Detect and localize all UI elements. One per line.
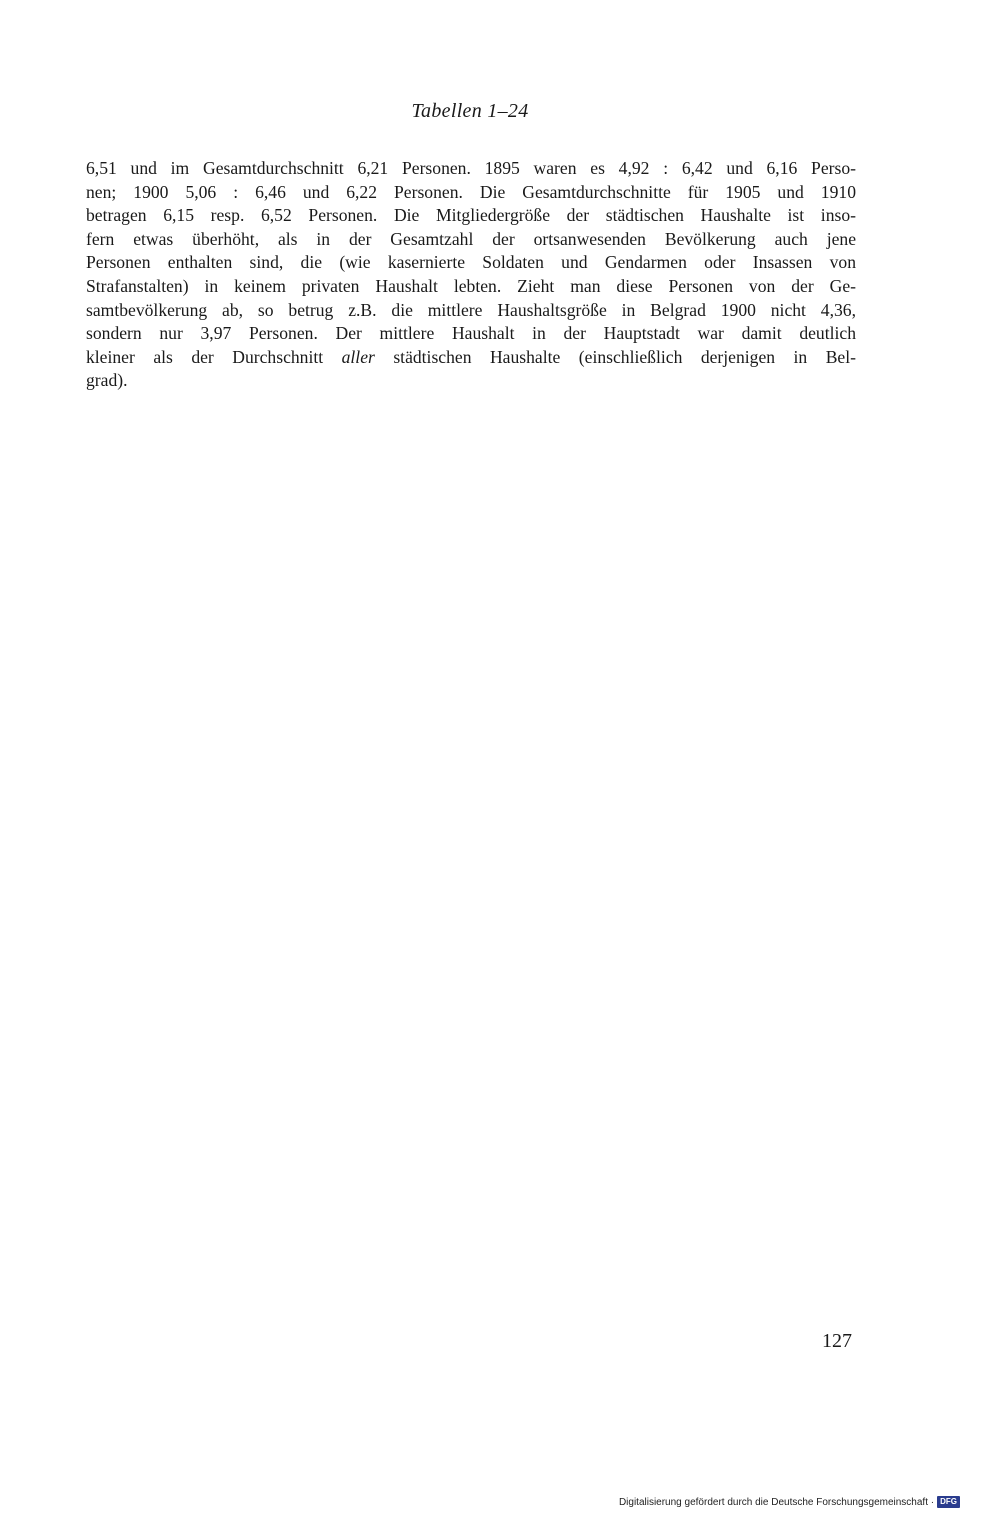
text-line-3: betragen 6,15 resp. 6,52 Personen. Die Mitgliedergröße der städtischen Haushalte ist inso- bbox=[86, 205, 856, 226]
text-line-9-end: städtischen Haushalte (einschließlich derjenigen in Bel- bbox=[374, 346, 856, 367]
running-head: Tabellen 1–24 bbox=[411, 100, 529, 122]
text-line-10: grad). bbox=[86, 370, 128, 391]
text-line-2: nen; 1900 5,06 : 6,46 und 6,22 Personen. Die Gesamtdurchschnitte für 1905 und 1910 bbox=[86, 181, 856, 202]
text-line-9 bbox=[86, 346, 856, 370]
text-line-4: fern etwas überhöht, als in der Gesamtzahl der ortsanwesenden Bevölkerung auch jene bbox=[86, 228, 856, 249]
text-line-7: samtbevölkerung ab, so betrug z.B. die mittlere Haushaltsgröße in Belgrad 1900 nicht 4,36, bbox=[86, 299, 856, 320]
emphasis-aller: aller bbox=[341, 346, 375, 367]
digitization-footer bbox=[619, 1496, 960, 1508]
text-line-6: Strafanstalten) in keinem privaten Haushalt lebten. Zieht man diese Personen von der Ge- bbox=[86, 275, 856, 296]
body-paragraph bbox=[86, 157, 856, 393]
text-line-9-start: kleiner als der Durchschnitt bbox=[86, 346, 342, 367]
footer-text: Digitalisierung gefördert durch die Deutsche Forschungsgemeinschaft · bbox=[618, 1496, 935, 1508]
dfg-logo: DFG bbox=[937, 1496, 960, 1508]
text-line-8: sondern nur 3,97 Personen. Der mittlere Haushalt in der Hauptstadt war damit deutlich bbox=[86, 323, 856, 344]
page-number: 127 bbox=[822, 1330, 852, 1352]
text-line-1: 6,51 und im Gesamtdurchschnitt 6,21 Personen. 1895 waren es 4,92 : 6,42 und 6,16 Perso- bbox=[86, 158, 856, 178]
text-line-5: Personen enthalten sind, die (wie kasernierte Soldaten und Gendarmen oder Insassen von bbox=[86, 252, 856, 273]
